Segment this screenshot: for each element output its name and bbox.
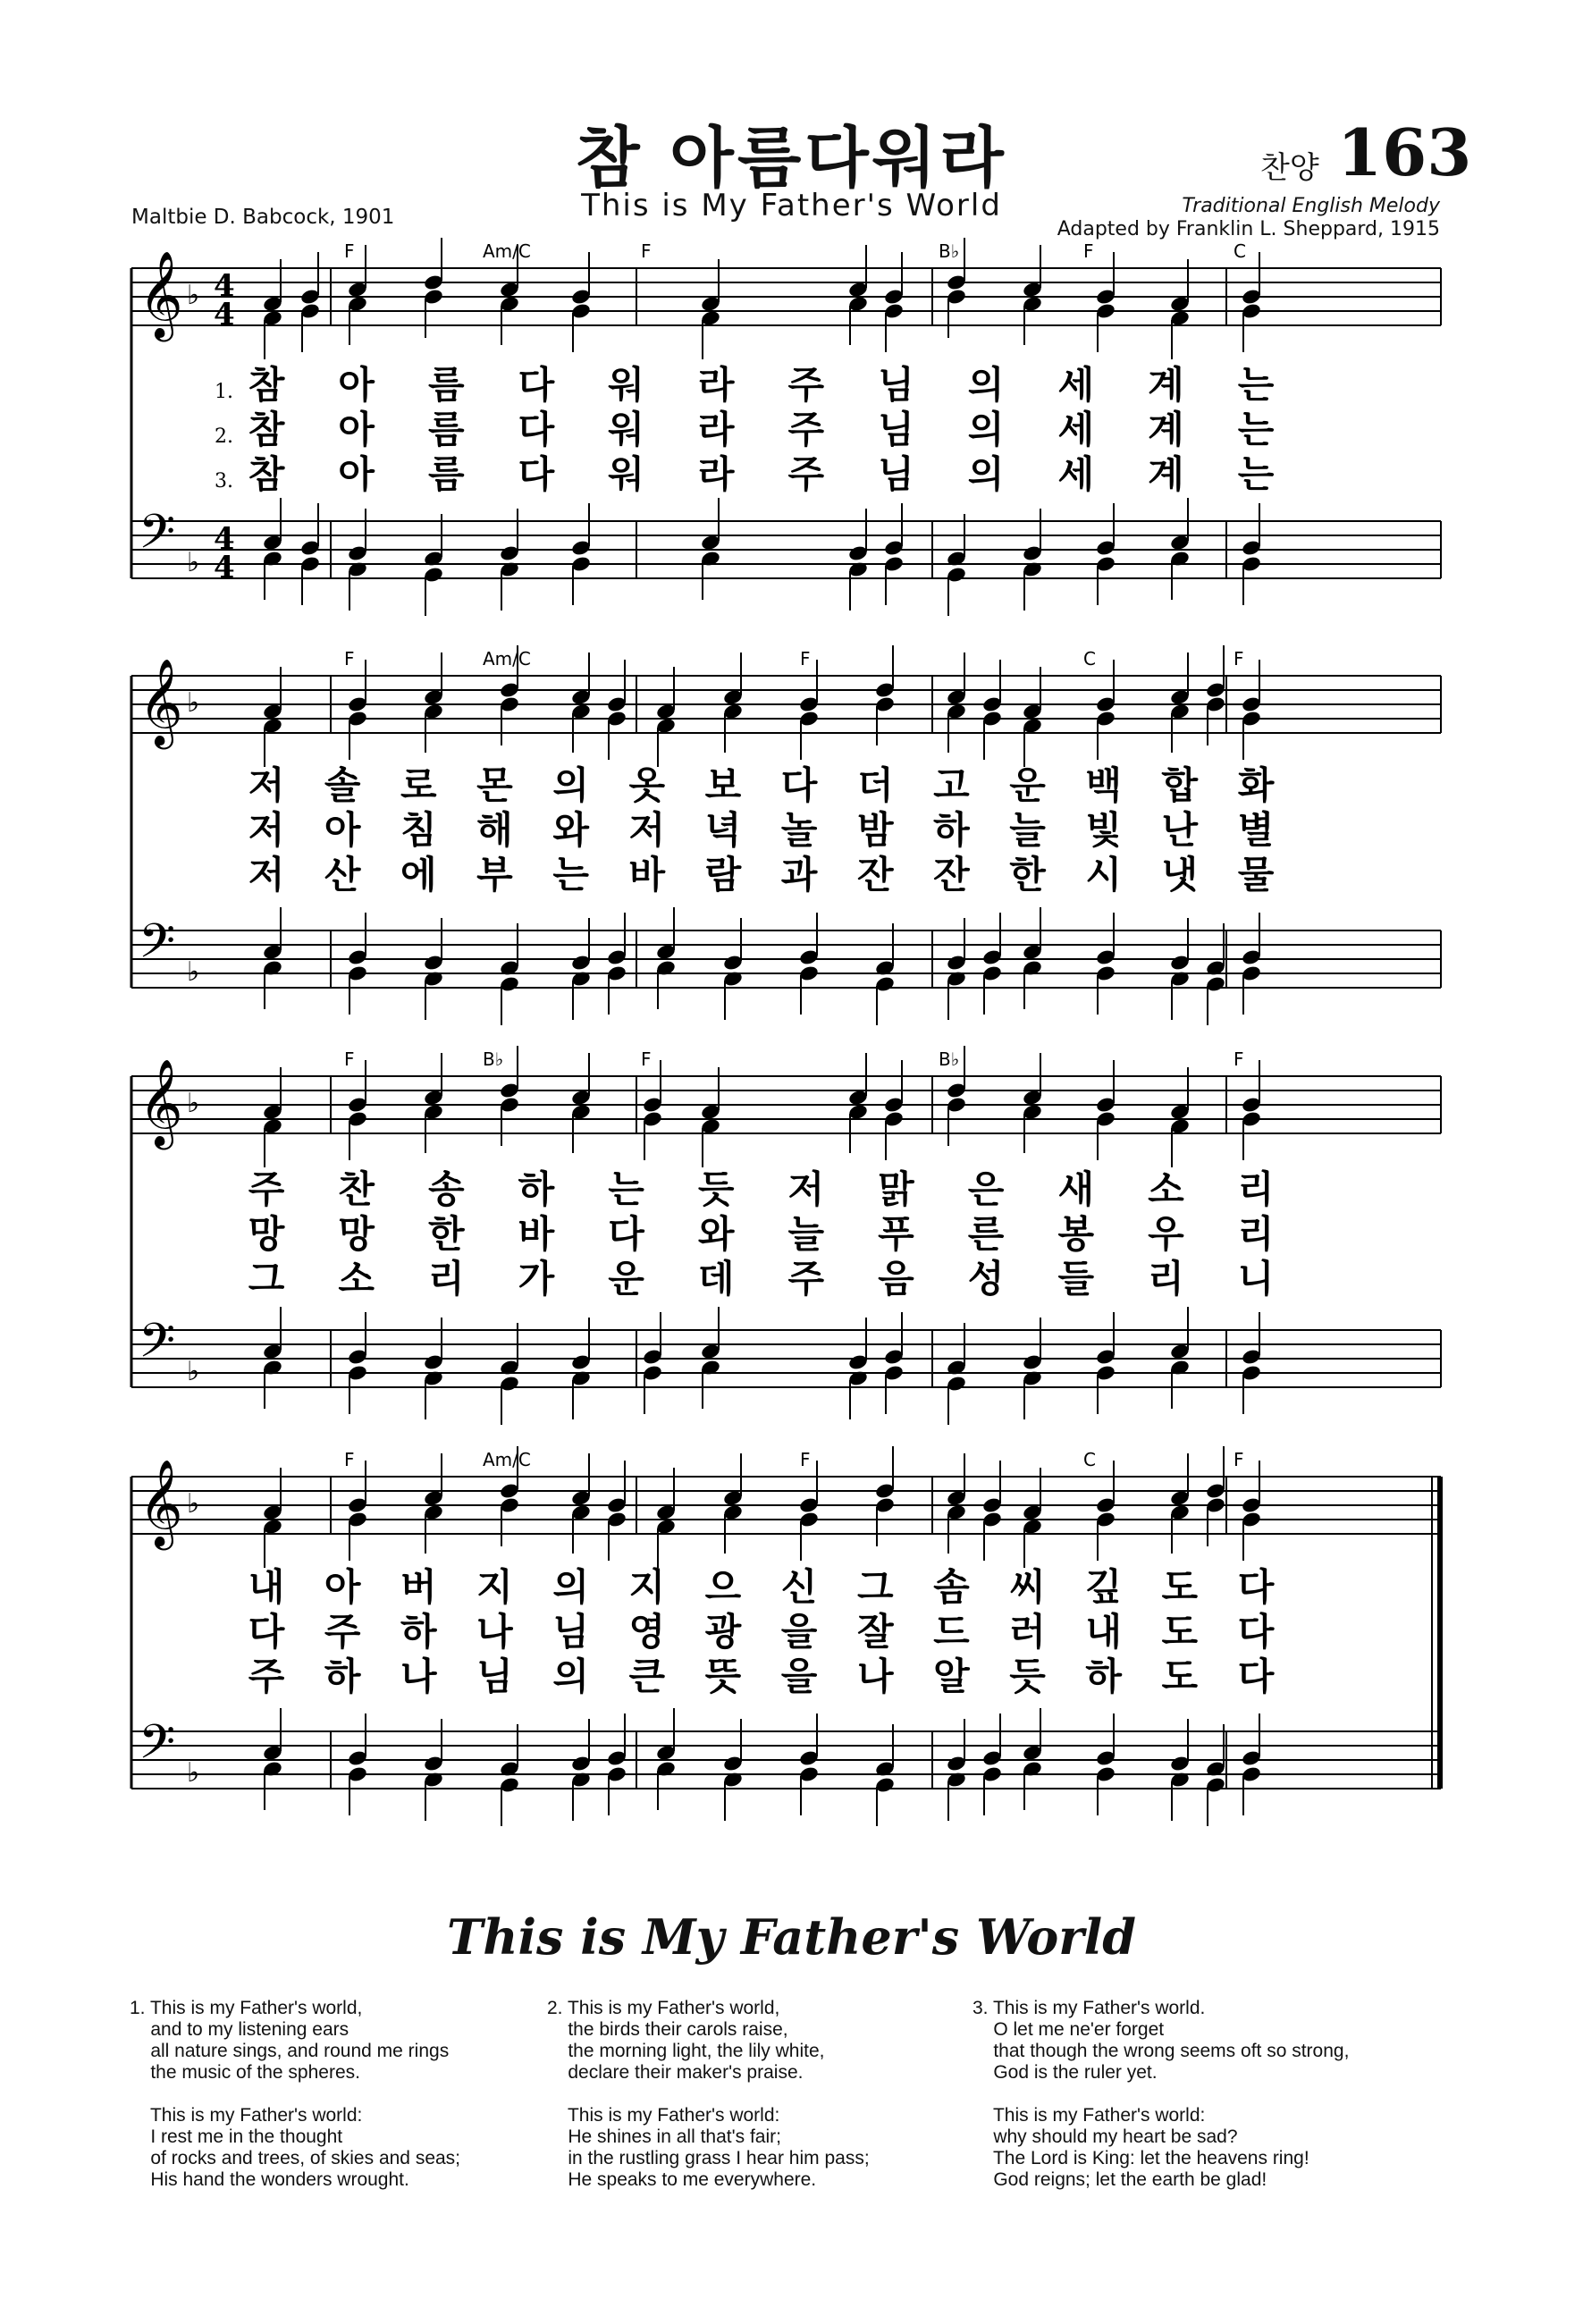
lyric-syllable: 씨: [1009, 1565, 1046, 1609]
lyric-syllable: 난: [1161, 808, 1199, 852]
lyric-syllable: 광: [704, 1610, 742, 1654]
lyric-syllable: 솔: [324, 763, 361, 807]
lyric-syllable: 나: [856, 1655, 894, 1698]
lyric-syllable: 보: [704, 763, 742, 807]
chord-symbol: F: [1083, 240, 1094, 262]
lyric-syllable: 으: [704, 1565, 742, 1609]
lyric-syllable: 도: [1161, 1565, 1199, 1609]
lyric-syllable: 님: [878, 363, 914, 407]
verse-line: all nature sings, and round me rings: [130, 2041, 450, 2061]
lyric-syllable: 저: [787, 1167, 825, 1211]
lyric-syllable: 듯: [697, 1167, 735, 1211]
lyric-syllable: 도: [1161, 1655, 1199, 1698]
lyric-syllable: 더: [856, 763, 894, 807]
arranger-credit: Adapted by Franklin L. Sheppard, 1915: [1057, 218, 1440, 240]
lyric-syllable: 바: [518, 1212, 555, 1256]
chord-symbol: F: [1234, 1449, 1244, 1470]
lyric-syllable: 하: [933, 808, 970, 852]
bass-clef-icon: 𝄢: [139, 914, 176, 981]
verse-line: 1. This is my Father's world,: [130, 1998, 363, 2018]
page-title-english: This is My Father's World: [581, 188, 1002, 223]
lyric-syllable: 주: [787, 408, 825, 451]
chord-symbol: B♭: [939, 240, 960, 262]
chord-symbol: B♭: [483, 1048, 504, 1070]
treble-clef-icon: 𝄞: [139, 1058, 183, 1146]
lyric-syllable: 몬: [476, 763, 513, 807]
bass-clef-icon: 𝄢: [139, 1715, 176, 1781]
lyric-syllable: 백: [1085, 763, 1122, 807]
lyric-syllable: 산: [324, 853, 361, 897]
chord-symbol: Am/C: [483, 1449, 531, 1470]
lyric-syllable: 운: [608, 1257, 644, 1301]
lyric-syllable: 다: [248, 1610, 285, 1654]
lyric-syllable: 의: [552, 763, 589, 807]
lyric-syllable: 라: [697, 452, 735, 496]
lyric-syllable: 을: [780, 1610, 818, 1654]
time-signature-bottom: 4: [214, 297, 235, 333]
lyric-syllable: 망: [338, 1212, 375, 1256]
hymn-number: 163: [1337, 114, 1472, 190]
lyric-syllable: 화: [1237, 763, 1275, 807]
verse-line: the birds their carols raise,: [547, 2019, 788, 2040]
verse-line: the music of the spheres.: [130, 2062, 360, 2083]
lyric-syllable: 의: [967, 452, 1005, 496]
lyric-syllable: 시: [1085, 853, 1122, 897]
lyric-syllable: 저: [248, 808, 285, 852]
lyric-syllable: 뜻: [704, 1655, 742, 1698]
lyric-syllable: 와: [697, 1212, 735, 1256]
lyric-syllable: 다: [780, 763, 818, 807]
lyric-syllable: 나: [400, 1655, 437, 1698]
key-signature-flat-icon: ♭: [187, 1757, 200, 1789]
lyric-syllable: 영: [628, 1610, 666, 1654]
lyric-syllable: 름: [427, 452, 465, 496]
chord-symbol: F: [344, 1048, 355, 1070]
lyric-syllable: 신: [780, 1565, 818, 1609]
lyric-syllable: 지: [628, 1565, 666, 1609]
lyric-syllable: 고: [933, 763, 970, 807]
verse-line: the morning light, the lily white,: [547, 2041, 825, 2061]
lyric-syllable: 데: [697, 1257, 735, 1301]
chord-symbol: C: [1083, 648, 1096, 669]
lyric-syllable: 리: [427, 1257, 465, 1301]
lyric-syllable: 내: [1085, 1610, 1122, 1654]
lyric-syllable: 한: [427, 1212, 465, 1256]
verse-line: He shines in all that's fair;: [547, 2126, 781, 2147]
verse-line: why should my heart be sad?: [973, 2126, 1238, 2147]
english-title: This is My Father's World: [447, 1908, 1136, 1966]
verse-line: 2. This is my Father's world,: [547, 1998, 780, 2018]
lyric-syllable: 늘: [787, 1212, 825, 1256]
verse-line: 3. This is my Father's world.: [973, 1998, 1206, 2018]
lyric-syllable: 가: [518, 1257, 555, 1301]
lyric-syllable: 망: [248, 1212, 285, 1256]
lyric-syllable: 라: [697, 408, 735, 451]
lyric-syllable: 는: [552, 853, 589, 897]
lyric-syllable: 리: [1237, 1167, 1275, 1211]
lyric-syllable: 는: [1237, 452, 1275, 496]
lyric-syllable: 님: [552, 1610, 589, 1654]
lyric-syllable: 세: [1057, 363, 1095, 407]
lyric-syllable: 녁: [704, 808, 742, 852]
lyric-syllable: 의: [967, 363, 1005, 407]
verse-number: 2.: [215, 425, 233, 448]
lyric-syllable: 소: [338, 1257, 375, 1301]
lyric-syllable: 버: [400, 1565, 437, 1609]
chord-symbol: F: [1234, 1048, 1244, 1070]
lyric-syllable: 지: [476, 1565, 513, 1609]
lyric-syllable: 다: [518, 363, 555, 407]
lyric-syllable: 다: [1237, 1610, 1275, 1654]
lyric-syllable: 잘: [856, 1610, 894, 1654]
lyric-syllable: 주: [248, 1167, 285, 1211]
lyric-syllable: 에: [400, 853, 437, 897]
verse-line: God is the ruler yet.: [973, 2062, 1158, 2083]
lyric-syllable: 워: [608, 408, 644, 451]
key-signature-flat-icon: ♭: [187, 280, 200, 311]
lyric-syllable: 놀: [780, 808, 818, 852]
chord-symbol: Am/C: [483, 240, 531, 262]
lyric-syllable: 다: [1237, 1655, 1275, 1698]
lyric-syllable: 듯: [1009, 1655, 1046, 1698]
lyric-syllable: 도: [1161, 1610, 1199, 1654]
verse-line: This is my Father's world:: [973, 2105, 1206, 2126]
lyric-syllable: 로: [400, 763, 437, 807]
time-signature-top: 4: [214, 268, 235, 304]
lyric-syllable: 그: [248, 1257, 285, 1301]
author-credit: Maltbie D. Babcock, 1901: [131, 206, 395, 229]
english-verse-2: [547, 1998, 967, 2191]
lyric-syllable: 계: [1148, 363, 1184, 407]
english-verse-1: [130, 1998, 550, 2191]
verse-line: He speaks to me everywhere.: [547, 2169, 817, 2190]
lyric-syllable: 부: [476, 853, 513, 897]
page-title-korean: 참 아름다워라: [576, 120, 1007, 197]
lyric-syllable: 하: [324, 1655, 361, 1698]
chord-symbol: C: [1234, 240, 1246, 262]
lyric-syllable: 봉: [1057, 1212, 1095, 1256]
treble-clef-icon: 𝄞: [139, 658, 183, 745]
lyric-syllable: 맑: [878, 1167, 914, 1211]
lyric-syllable: 드: [933, 1610, 970, 1654]
lyric-syllable: 푸: [878, 1212, 914, 1256]
verse-line: The Lord is King: let the heavens ring!: [973, 2148, 1309, 2168]
lyric-syllable: 합: [1161, 763, 1199, 807]
verse-line: I rest me in the thought: [130, 2126, 343, 2147]
chord-symbol: F: [344, 240, 355, 262]
lyric-syllable: 들: [1057, 1257, 1095, 1301]
lyric-syllable: 리: [1148, 1257, 1184, 1301]
lyric-syllable: 니: [1237, 1257, 1275, 1301]
lyric-syllable: 아: [338, 452, 375, 496]
bass-clef-icon: 𝄢: [139, 1314, 176, 1380]
lyric-syllable: 운: [1009, 763, 1046, 807]
lyric-syllable: 아: [338, 408, 375, 451]
verse-line: God reigns; let the earth be glad!: [973, 2169, 1267, 2190]
lyric-syllable: 의: [552, 1655, 589, 1698]
lyric-syllable: 하: [1085, 1655, 1122, 1698]
lyric-syllable: 리: [1237, 1212, 1275, 1256]
verse-line: that though the wrong seems oft so strong,: [973, 2041, 1350, 2061]
lyric-syllable: 성: [967, 1257, 1005, 1301]
lyric-syllable: 의: [967, 408, 1005, 451]
lyric-syllable: 한: [1009, 853, 1046, 897]
key-signature-flat-icon: ♭: [187, 687, 200, 719]
lyric-syllable: 다: [608, 1212, 644, 1256]
verse-line: This is my Father's world:: [130, 2105, 363, 2126]
lyric-syllable: 워: [608, 452, 644, 496]
lyric-syllable: 잔: [933, 853, 970, 897]
chord-symbol: Am/C: [483, 648, 531, 669]
lyric-syllable: 주: [787, 363, 825, 407]
lyric-syllable: 늘: [1009, 808, 1046, 852]
lyric-syllable: 밤: [856, 808, 894, 852]
lyric-syllable: 참: [248, 363, 285, 407]
verse-line: His hand the wonders wrought.: [130, 2169, 409, 2190]
lyric-syllable: 주: [324, 1610, 361, 1654]
verse-line: and to my listening ears: [130, 2019, 349, 2040]
bass-clef-icon: 𝄢: [139, 505, 176, 571]
lyric-syllable: 하: [400, 1610, 437, 1654]
verse-line: declare their maker's praise.: [547, 2062, 804, 2083]
lyric-syllable: 는: [1237, 363, 1275, 407]
lyric-syllable: 옷: [628, 763, 666, 807]
lyric-syllable: 저: [248, 763, 285, 807]
verse-line: of rocks and trees, of skies and seas;: [130, 2148, 461, 2168]
lyric-syllable: 송: [427, 1167, 465, 1211]
lyric-syllable: 하: [518, 1167, 555, 1211]
chord-symbol: B♭: [939, 1048, 960, 1070]
chord-symbol: F: [800, 648, 811, 669]
chord-symbol: F: [1234, 648, 1244, 669]
verse-line: O let me ne'er forget: [973, 2019, 1165, 2040]
chord-symbol: F: [641, 1048, 652, 1070]
chord-symbol: F: [641, 240, 652, 262]
lyric-syllable: 깊: [1085, 1565, 1122, 1609]
treble-clef-icon: 𝄞: [139, 250, 183, 338]
lyric-syllable: 그: [856, 1565, 894, 1609]
lyric-syllable: 주: [787, 1257, 825, 1301]
lyric-syllable: 워: [608, 363, 644, 407]
lyric-syllable: 의: [552, 1565, 589, 1609]
lyric-syllable: 다: [1237, 1565, 1275, 1609]
hymn-label: 찬양: [1260, 150, 1319, 186]
english-verse-3: [973, 1998, 1393, 2191]
lyric-syllable: 별: [1237, 808, 1275, 852]
key-signature-flat-icon: ♭: [187, 1088, 200, 1119]
lyric-syllable: 소: [1148, 1167, 1184, 1211]
lyric-syllable: 와: [552, 808, 589, 852]
lyric-syllable: 해: [476, 808, 513, 852]
chord-symbol: F: [800, 1449, 811, 1470]
lyric-syllable: 참: [248, 408, 285, 451]
lyric-syllable: 은: [967, 1167, 1005, 1211]
lyric-syllable: 큰: [628, 1655, 666, 1698]
lyric-syllable: 을: [780, 1655, 818, 1698]
lyric-syllable: 주: [787, 452, 825, 496]
chord-symbol: F: [344, 1449, 355, 1470]
lyric-syllable: 과: [780, 853, 818, 897]
key-signature-flat-icon: ♭: [187, 1488, 200, 1520]
lyric-syllable: 님: [476, 1655, 513, 1698]
lyric-syllable: 님: [878, 408, 914, 451]
lyric-syllable: 침: [400, 808, 437, 852]
lyric-syllable: 바: [628, 853, 666, 897]
verse-line: in the rustling grass I hear him pass;: [547, 2148, 870, 2168]
lyric-syllable: 계: [1148, 452, 1184, 496]
treble-clef-icon: 𝄞: [139, 1459, 183, 1546]
lyric-syllable: 러: [1009, 1610, 1046, 1654]
verse-line: This is my Father's world:: [547, 2105, 780, 2126]
lyric-syllable: 솜: [933, 1565, 970, 1609]
lyric-syllable: 세: [1057, 452, 1095, 496]
lyric-syllable: 아: [324, 1565, 361, 1609]
lyric-syllable: 아: [324, 808, 361, 852]
lyric-syllable: 계: [1148, 408, 1184, 451]
key-signature-flat-icon: ♭: [187, 956, 200, 988]
lyric-syllable: 름: [427, 363, 465, 407]
chord-symbol: F: [344, 648, 355, 669]
lyric-syllable: 음: [878, 1257, 914, 1301]
lyric-syllable: 새: [1057, 1167, 1095, 1211]
verse-number: 3.: [215, 470, 233, 493]
lyric-syllable: 님: [878, 452, 914, 496]
time-signature-bottom: 4: [214, 550, 235, 585]
lyric-syllable: 참: [248, 452, 285, 496]
lyric-syllable: 는: [1237, 408, 1275, 451]
lyric-syllable: 나: [476, 1610, 513, 1654]
lyric-syllable: 라: [697, 363, 735, 407]
lyric-syllable: 저: [248, 853, 285, 897]
lyric-syllable: 람: [704, 853, 742, 897]
lyric-syllable: 알: [933, 1655, 970, 1698]
lyric-syllable: 주: [248, 1655, 285, 1698]
lyric-syllable: 찬: [338, 1167, 375, 1211]
key-signature-flat-icon: ♭: [187, 1356, 200, 1387]
lyric-syllable: 른: [967, 1212, 1005, 1256]
lyric-syllable: 저: [628, 808, 666, 852]
lyric-syllable: 아: [338, 363, 375, 407]
key-signature-flat-icon: ♭: [187, 547, 200, 578]
verse-number: 1.: [215, 381, 233, 403]
lyric-syllable: 세: [1057, 408, 1095, 451]
lyric-syllable: 는: [608, 1167, 644, 1211]
lyric-syllable: 내: [248, 1565, 285, 1609]
lyric-syllable: 냇: [1161, 853, 1199, 897]
lyric-syllable: 다: [518, 408, 555, 451]
lyric-syllable: 물: [1237, 853, 1275, 897]
chord-symbol: C: [1083, 1449, 1096, 1470]
lyric-syllable: 다: [518, 452, 555, 496]
time-signature-top: 4: [214, 521, 235, 557]
lyric-syllable: 빛: [1085, 808, 1122, 852]
lyric-syllable: 우: [1148, 1212, 1184, 1256]
lyric-syllable: 름: [427, 408, 465, 451]
tune-credit: Traditional English Melody: [1182, 195, 1440, 217]
lyric-syllable: 잔: [856, 853, 894, 897]
final-barline-thick: [1437, 1477, 1443, 1789]
